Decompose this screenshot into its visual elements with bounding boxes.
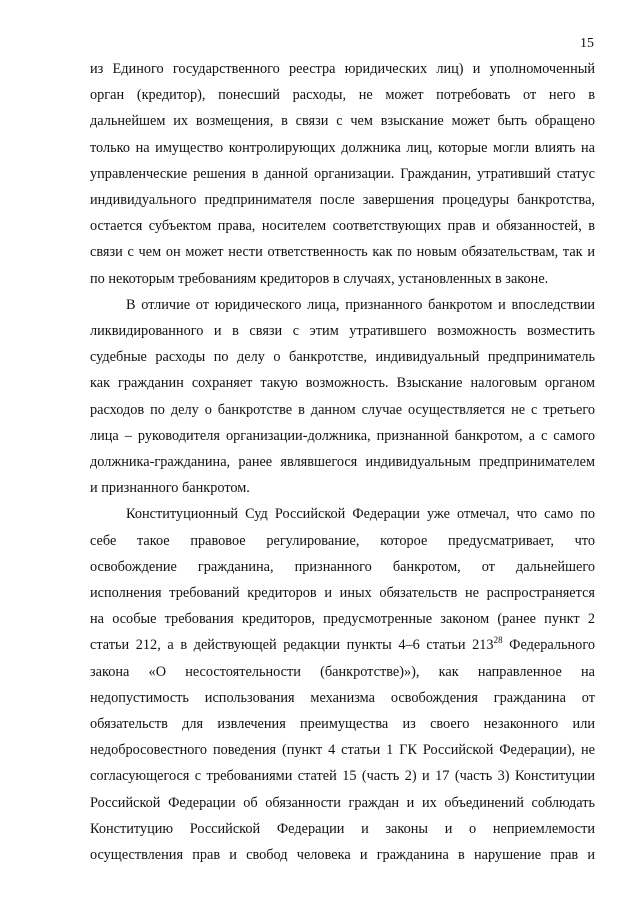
text-line: дальнейшем их возмещения, в связи с чем взыскание может быть обращено [90, 113, 595, 130]
text-line: недобросовестного поведения (пункт 4 статьи 1 ГК Российской Федерации), не [90, 742, 595, 759]
text-line: из Единого государственного реестра юридических лиц) и уполномоченный [90, 61, 595, 77]
text-line: связи с чем он может нести ответственность как по новым обязательствам, так и [90, 244, 595, 261]
document-body [90, 56, 595, 868]
text-line: лица – руководителя организации-должника, признанной банкротом, а с самого [90, 427, 595, 444]
text-line: как гражданин сохраняет такую возможность. Взыскание налоговым органом [90, 375, 595, 392]
text-line: Конституцию Российской Федерации и законы и о неприемлемости [90, 820, 595, 837]
text-line: должника-гражданина, ранее являвшегося индивидуальным предпринимателем [90, 454, 595, 471]
text-line: согласующегося с требованиями статей 15 (часть 2) и 17 (часть 3) Конституции [90, 768, 595, 785]
paragraph-1 [90, 56, 595, 292]
text-line: и признанного банкротом. [90, 480, 250, 497]
text-line: индивидуального предпринимателя после завершения процедуры банкротства, [90, 192, 595, 209]
text-line: закона «О несостоятельности (банкротстве)»), как направленное на [90, 663, 595, 680]
text-line: недопустимость использования механизма освобождения гражданина от [90, 689, 595, 706]
paragraph-2 [90, 292, 595, 502]
text-line: на особые требования кредиторов, предусмотренные законом (ранее пункт 2 [90, 611, 595, 628]
text-line: только на имущество контролирующих должника лиц, которые могли влиять на [90, 139, 595, 156]
text-line: осуществления прав и свобод человека и гражданина в нарушение прав и [90, 847, 595, 864]
paragraph-3 [90, 501, 595, 868]
text-line: остается субъектом права, носителем соответствующих прав и обязанностей, в [90, 218, 595, 235]
text-line: судебные расходы по делу о банкротстве, индивидуальный предприниматель [90, 349, 595, 366]
text-line: по некоторым требованиям кредиторов в случаях, установленных в законе. [90, 270, 549, 287]
text-fragment: статьи 212, а в действующей редакции пункты 4–6 статьи 213 [90, 637, 494, 654]
text-line: себе такое правовое регулирование, которое предусматривает, что [90, 532, 595, 549]
text-line: исполнения требований кредиторов и иных обязательств не распространяется [90, 585, 595, 602]
text-fragment: Федерального [502, 637, 595, 654]
text-line: В отличие от юридического лица, признанного банкротом и впоследствии [126, 296, 595, 313]
text-line: расходов по делу о банкротстве в данном случае осуществляется не с третьего [90, 401, 595, 418]
text-line: обязательств для извлечения преимущества из своего незаконного или [90, 716, 595, 733]
text-line-with-footnote [90, 632, 595, 658]
text-line: орган (кредитор), понесший расходы, не может потребовать от него в [90, 87, 595, 104]
text-line: освобождение гражданина, признанного банкротом, от дальнейшего [90, 558, 595, 575]
text-line: управленческие решения в данной организации. Гражданин, утративший статус [90, 165, 595, 182]
footnote-marker[interactable]: 28 [493, 635, 503, 646]
text-line: Конституционный Суд Российской Федерации уже отмечал, что само по [126, 506, 595, 523]
text-line: ликвидированного и в связи с этим утратившего возможность возместить [90, 323, 595, 340]
page-number: 15 [580, 36, 594, 51]
text-line: Российской Федерации об обязанности граждан и их объединений соблюдать [90, 794, 595, 811]
